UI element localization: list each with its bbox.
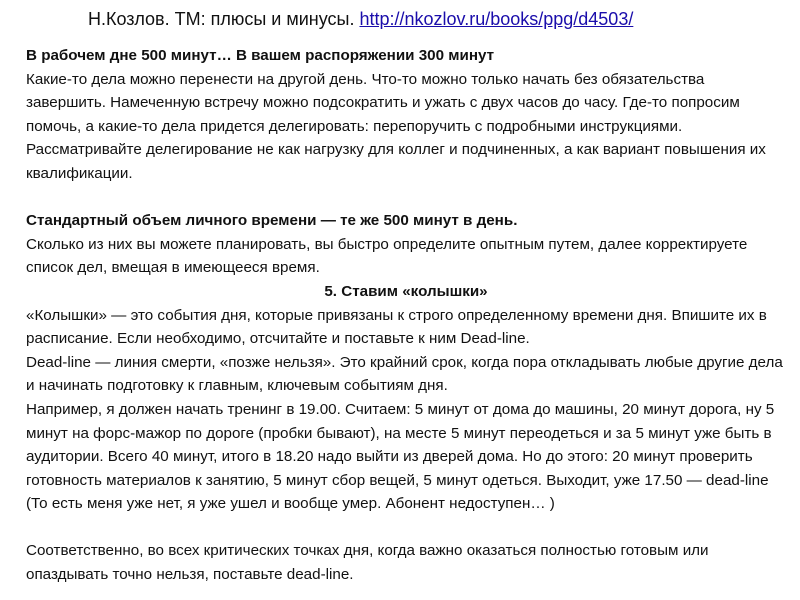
document-body bbox=[26, 44, 786, 587]
section3-heading: 5. Ставим «колышки» bbox=[324, 282, 488, 300]
section2-heading: Стандартный объем личного времени — те же 500 минут в день. bbox=[26, 212, 518, 230]
blank-line bbox=[26, 186, 786, 210]
section3-paragraph2: Dead-line — линия смерти, «позже нельзя». Это крайний срок, когда пора откладывать любые другие дела и начинать подготовку к главным, ключевым событиям дня. bbox=[26, 353, 783, 395]
section4-body: Соответственно, во всех критических точках дня, когда важно оказаться полностью готовым или опаздывать точно нельзя, поставьте dead-line. bbox=[26, 542, 709, 584]
blank-line bbox=[26, 516, 786, 540]
section1-body: Какие-то дела можно перенести на другой день. Что-то можно только начать без обязательства завершить. Намеченную встречу можно подсократить и ужать с двух часов до часу. Где-то попросим помочь, а какие-то дела придется делегировать: перепоручить с подробными инструкциями. Рассматривайте делегирование не как нагрузку для коллег и подчиненных, а как вариант повышения их квалификации. bbox=[26, 70, 766, 182]
page-title: Н.Козлов. ТМ: плюсы и минусы. bbox=[88, 9, 355, 29]
section3-paragraph1: «Колышки» — это события дня, которые привязаны к строго определенному времени дня. Впишите их в расписание. Если необходимо, отсчитайте и поставьте к ним Dead-line. bbox=[26, 306, 767, 348]
section3-paragraph3: Например, я должен начать тренинг в 19.00. Считаем: 5 минут от дома до машины, 20 минут дорога, ну 5 минут на форс-мажор по дороге (пробки бывают), на месте 5 минут переодеться и за 5 минут уже быть в аудитории. Всего 40 минут, итого в 18.20 надо выйти из дверей дома. Но до этого: 20 минут проверить готовность материалов к занятию, 5 минут сбор вещей, 5 минут одеться. Выходит, уже 17.50 — dead-line (То есть меня уже нет, я уже ушел и вообще умер. Абонент недоступен… ) bbox=[26, 400, 775, 513]
page-header bbox=[88, 6, 633, 32]
section1-heading: В рабочем дне 500 минут… В вашем распоряжении 300 минут bbox=[26, 47, 495, 64]
source-link[interactable]: http://nkozlov.ru/books/ppg/d4503/ bbox=[359, 9, 634, 29]
section2-body: Сколько из них вы можете планировать, вы быстро определите опытным путем, далее корректируете список дел, вмещая в имеющееся время. bbox=[26, 235, 748, 277]
